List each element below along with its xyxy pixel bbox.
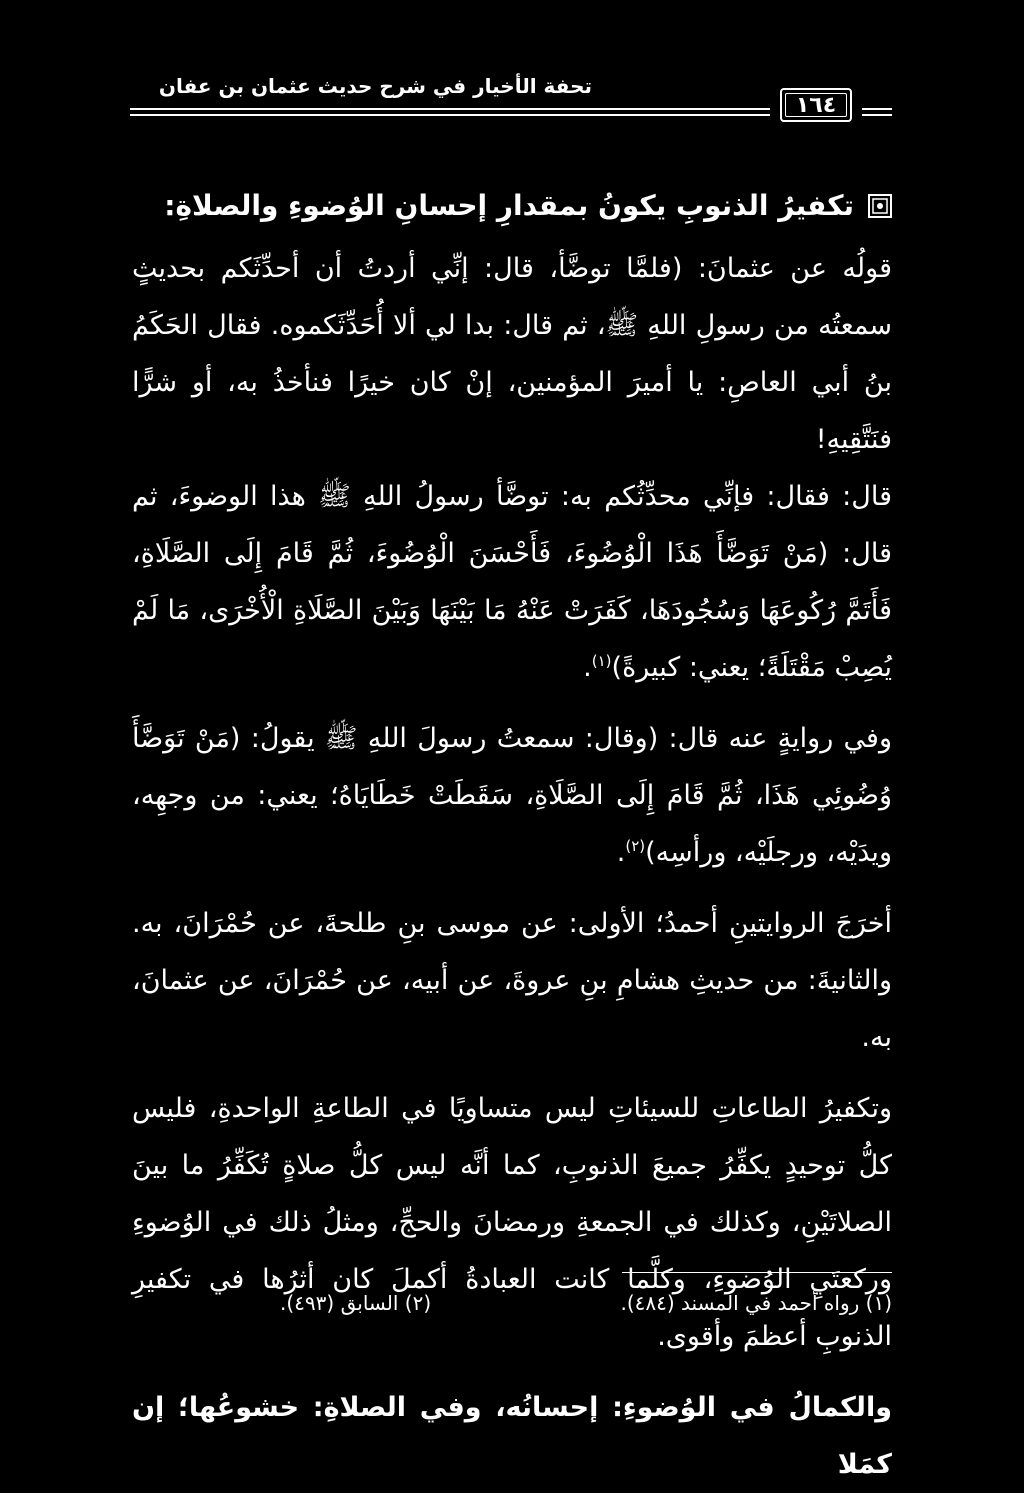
paragraph (132, 710, 892, 881)
footnote-reference[interactable]: (٢) (625, 837, 646, 855)
paragraph (132, 1379, 892, 1493)
section-heading-text: تكفيرُ الذنوبِ يكونُ بمقدارِ إحسانِ الوُضوءِ والصلاةِ: (164, 189, 854, 222)
footnote-divider (622, 1272, 892, 1273)
paragraph-text: وتكفيرُ الطاعاتِ للسيئاتِ ليس متساويًا في الطاعةِ الواحدةِ، فليس كلُّ توحيدٍ يكفِّرُ جميعَ الذنوبِ، كما أنَّه ليس كلُّ صلاةٍ تُكَفِّرُ ما بينَ الصلاتَيْنِ، وكذلك في الجمعةِ ورمضانَ والحجِّ، ومثلُ ذلك في الوُضوءِ وركعتَيِ الوُضوءِ، وكلَّما كانت العبادةُ أكملَ كان أثرُها في تكفيرِ الذنوبِ أعظمَ وأقوى. (132, 1093, 892, 1352)
footnotes (280, 1287, 892, 1319)
paragraph (132, 240, 892, 468)
paragraph-tail: . (583, 652, 592, 683)
paragraph (132, 895, 892, 1066)
page-number: ١٦٤ (780, 88, 852, 122)
square-ornament-icon (868, 194, 892, 218)
header-rule (130, 114, 770, 116)
paragraph-text: وفي روايةٍ عنه قال: (وقال: سمعتُ رسولَ اللهِ ﷺ يقولُ: (مَنْ تَوَضَّأَ وُضُوئِي هَذَا، ثُمَّ قَامَ إِلَى الصَّلَاةِ، سَقَطَتْ خَطَايَاهُ؛ يعني: من وجهِه، ويدَيْه، ورجلَيْه، ورأسِه) (132, 723, 892, 868)
footnote (620, 1287, 892, 1319)
running-title: تحفة الأخيار في شرح حديث عثمان بن عفان (158, 74, 592, 98)
section-heading (132, 180, 892, 232)
paragraph-text: قولُه عن عثمانَ: (فلمَّا توضَّأ، قال: إنِّي أردتُ أن أحدِّثَكم بحديثٍ سمعتُه من رسولِ اللهِ ﷺ، ثم قال: بدا لي ألا أُحَدِّثَكموه. فقال الحَكَمُ بنُ أبي العاصِ: يا أميرَ المؤمنين، إنْ كان خيرًا فنأخذُ به، أو شرًّا فنَتَّقِيهِ! (132, 253, 892, 455)
paragraph-text: والكمالُ في الوُضوءِ: إحسانُه، وفي الصلاةِ: خشوعُها؛ إن كمَلا (132, 1392, 892, 1480)
page-header (130, 74, 892, 126)
paragraph-text: قال: فقال: فإنِّي محدِّثُكم به: توضَّأ رسولُ اللهِ ﷺ هذا الوضوءَ، ثم قال: (مَنْ تَوَضَّأَ هَذَا الْوُضُوءَ، فَأَحْسَنَ الْوُضُوءَ، ثُمَّ قَامَ إِلَى الصَّلَاةِ، فَأَتَمَّ رُكُوعَهَا وَسُجُودَهَا، كَفَرَتْ عَنْهُ مَا بَيْنَهَا وَبَيْنَ الصَّلَاةِ الْأُخْرَى، مَا لَمْ يُصِبْ مَقْتَلَةً؛ يعني: كبيرةً) (132, 481, 892, 683)
footnote (280, 1287, 431, 1319)
header-rule (130, 108, 770, 110)
paragraph-tail: . (616, 837, 626, 868)
footnote-number: (٢) (404, 1291, 432, 1315)
paragraph (132, 1080, 892, 1365)
paragraph (132, 468, 892, 696)
footnote-reference[interactable]: (١) (591, 652, 612, 670)
paragraph-text: أخرَجَ الروايتينِ أحمدُ؛ الأولى: عن موسى بنِ طلحةَ، عن حُمْرَانَ، به. والثانيةَ: من حديثِ هشامِ بنِ عروةَ، عن أبيه، عن حُمْرَانَ، عن عثمانَ، به. (132, 908, 892, 1053)
header-rule (862, 108, 892, 110)
footnote-number: (١) (865, 1291, 892, 1315)
footnote-text: رواه أحمد في المسند (٤٨٤). (620, 1291, 860, 1315)
footnote-text: السابق (٤٩٣). (280, 1291, 399, 1315)
header-rule (862, 114, 892, 116)
